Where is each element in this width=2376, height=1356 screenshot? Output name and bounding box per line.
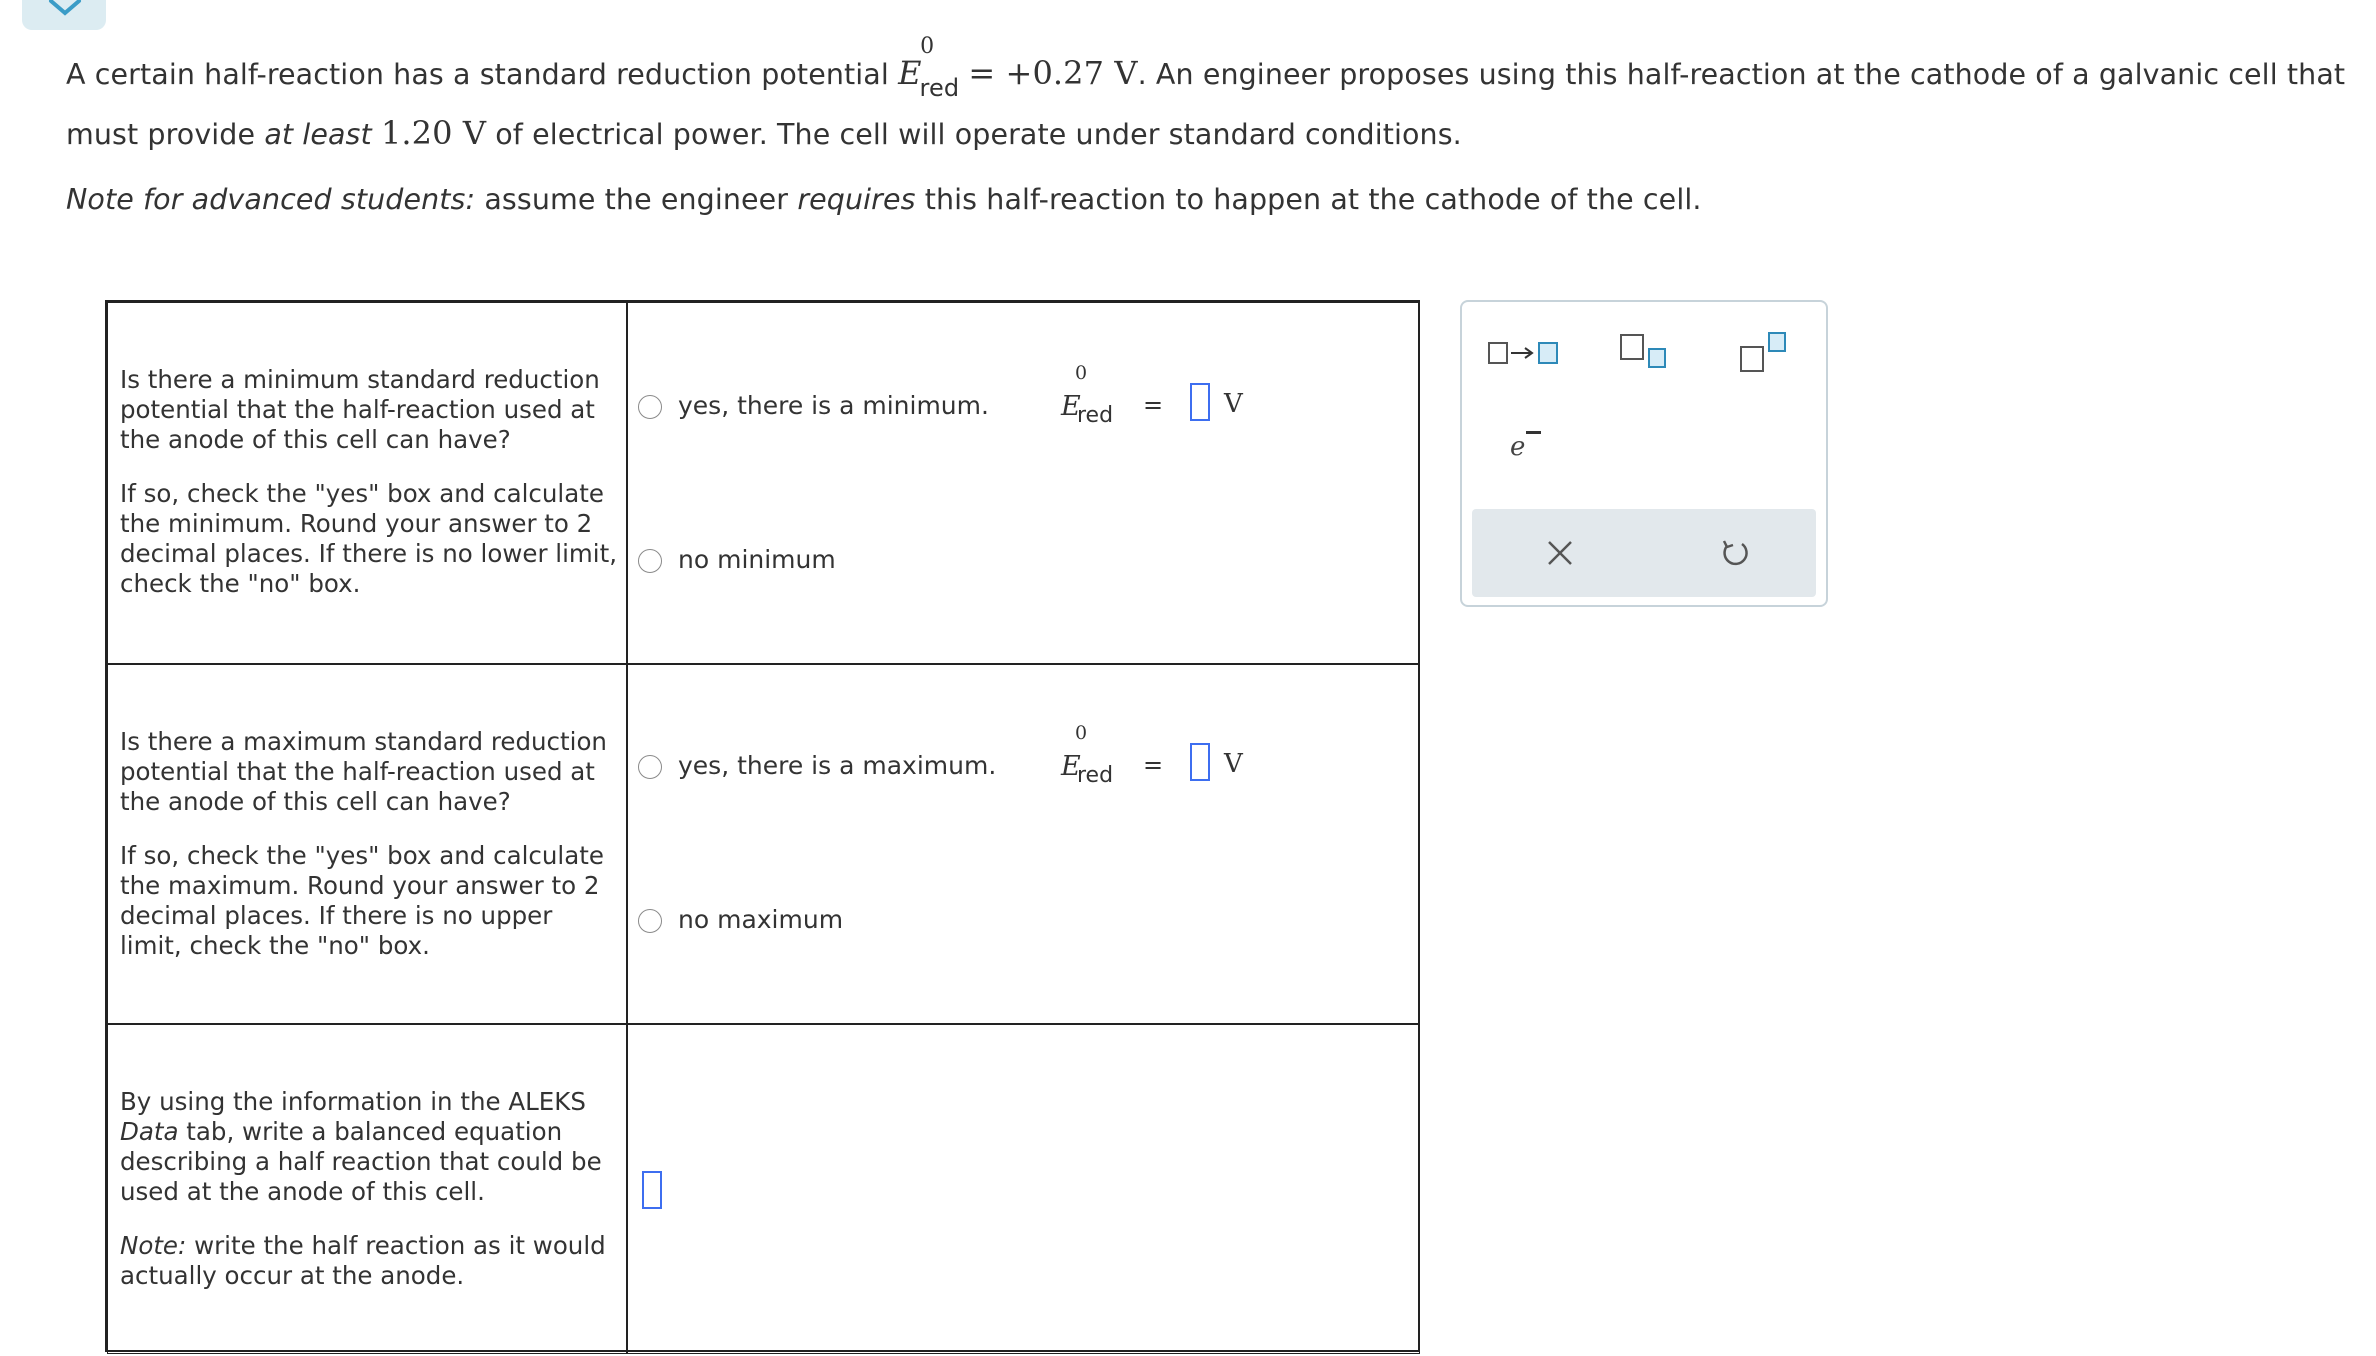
maximum-prompt-cell — [107, 664, 627, 1024]
minimum-e-red-symbol: E 0 red — [1061, 362, 1114, 428]
equation-palette — [1460, 300, 1828, 607]
advanced-note: Note for advanced students: assume the engineer requires this half-reaction to happen at the cathode of the cell. — [66, 183, 1702, 216]
unit-volts: V — [1224, 749, 1243, 779]
maximum-e-red-symbol: E 0 red — [1061, 722, 1114, 788]
maximum-prompt: Is there a maximum standard reduction potential that the half-reaction used at the anode of this cell can have? If so, check the "yes" box and calculate the maximum. Round your answer to 2 decimal places. If there is no upper limit, check the "no" box. — [120, 727, 607, 960]
equals-sign: = — [1143, 751, 1164, 779]
no-minimum-label[interactable]: no minimum — [678, 545, 836, 574]
unit-volts: V — [1224, 389, 1243, 419]
minimum-yes-radio[interactable] — [638, 395, 662, 419]
equals-sign: = — [1143, 391, 1164, 419]
minimum-yes-label[interactable]: yes, there is a minimum. — [678, 391, 989, 420]
maximum-answer-cell — [627, 664, 1420, 1024]
no-maximum-radio[interactable] — [638, 909, 662, 933]
equation-input[interactable] — [642, 1171, 662, 1209]
collapse-tab[interactable] — [22, 0, 106, 30]
question-line-1: A certain half-reaction has a standard reduction potential E 0 $_{red}$ = +0.27 V. An engineer proposes using this half-reaction at the cathode of a galvanic cell that — [66, 34, 2346, 102]
electron-label: e — [1510, 432, 1526, 462]
undo-icon[interactable] — [1718, 537, 1750, 569]
minimum-prompt-cell — [107, 302, 627, 664]
electron-icon[interactable] — [1510, 432, 1550, 472]
answer-table — [105, 300, 1420, 1352]
palette-footer — [1472, 509, 1816, 597]
e-red-symbol: E 0 $_{red}$ — [898, 34, 960, 102]
reaction-arrow-icon[interactable] — [1488, 340, 1568, 370]
minimum-value-input[interactable] — [1190, 383, 1210, 421]
equation-prompt-cell — [107, 1024, 627, 1354]
chevron-down-icon — [48, 0, 82, 16]
required-voltage: 1.20 V — [380, 114, 487, 152]
minimum-answer-cell — [627, 302, 1420, 664]
maximum-yes-label[interactable]: yes, there is a maximum. — [678, 751, 997, 780]
question-line-2: must provide at least 1.20 V of electrical power. The cell will operate under standard conditions. — [66, 114, 1462, 152]
no-maximum-label[interactable]: no maximum — [678, 905, 844, 934]
minimum-prompt: Is there a minimum standard reduction potential that the half-reaction used at the anode of this cell can have? If so, check the "yes" box and calculate the minimum. Round your answer to 2 decimal places. If there is no lower limit, check the "no" box. — [120, 365, 617, 598]
equation-answer-cell — [627, 1024, 1420, 1354]
clear-icon[interactable] — [1546, 539, 1574, 567]
potential-value: = +0.27 V — [968, 54, 1138, 92]
superscript-icon[interactable] — [1740, 332, 1796, 376]
equation-prompt: By using the information in the ALEKS Data tab, write a balanced equation describing a half reaction that could be used at the anode of this cell. Note: write the half reaction as it would actually occur at the anode. — [120, 1087, 606, 1290]
maximum-value-input[interactable] — [1190, 743, 1210, 781]
subscript-icon[interactable] — [1620, 334, 1676, 374]
no-minimum-radio[interactable] — [638, 549, 662, 573]
maximum-yes-radio[interactable] — [638, 755, 662, 779]
question-text: A certain half-reaction has a standard reduction potential — [66, 58, 889, 91]
